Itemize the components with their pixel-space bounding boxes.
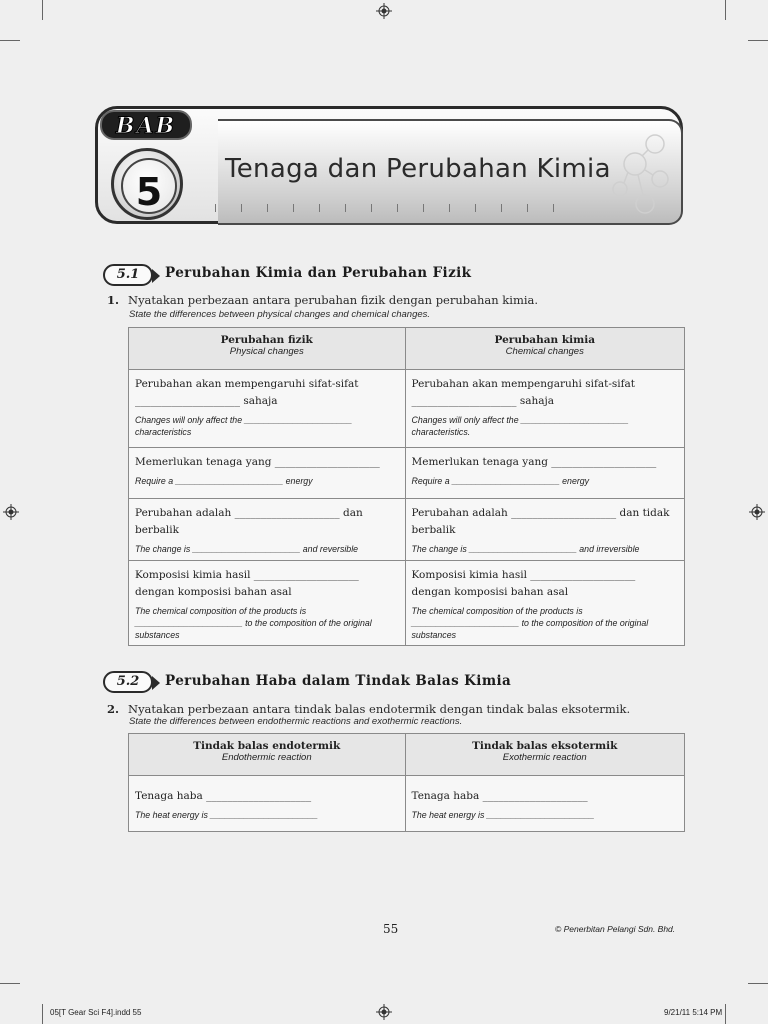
chapter-title: Tenaga dan Perubahan Kimia	[225, 154, 611, 184]
crop-mark	[748, 40, 768, 41]
cell-translation: Require a ______________________ energy	[411, 476, 590, 486]
table-header-row	[129, 328, 685, 370]
table-row	[129, 448, 685, 499]
molecule-decoration-icon	[600, 124, 680, 224]
cell-translation: The heat energy is ______________________	[135, 810, 318, 820]
table-cell	[129, 561, 406, 646]
section-number: 5.2	[116, 674, 140, 689]
table-cell	[129, 448, 406, 499]
cell-text: Perubahan akan mempengaruhi sifat-sifat ____________________ sahaja	[135, 378, 359, 407]
header-translation: Physical changes	[229, 346, 304, 357]
crop-mark	[748, 983, 768, 984]
header-label: Tindak balas eksotermik	[472, 740, 618, 752]
badge-arrow	[152, 676, 160, 690]
section-title: Perubahan Haba dalam Tindak Balas Kimia	[165, 673, 512, 689]
cell-translation: Changes will only affect the ______________________ characteristics	[135, 415, 353, 437]
table-row	[129, 370, 685, 448]
table-cell	[405, 499, 685, 561]
cell-translation: The change is ______________________ and reversible	[135, 544, 359, 554]
crop-mark	[42, 0, 43, 20]
table-cell	[129, 370, 406, 448]
section-number: 5.1	[116, 267, 140, 282]
table-cell	[129, 499, 406, 561]
registration-mark-icon	[376, 3, 392, 19]
cell-translation: Changes will only affect the ______________________ characteristics.	[411, 415, 629, 437]
question-number: 1.	[107, 293, 120, 307]
question-text: Nyatakan perbezaan antara tindak balas endotermik dengan tindak balas eksotermik.	[128, 702, 631, 716]
column-header-physical	[129, 328, 406, 370]
column-header-endothermic	[129, 734, 406, 776]
table-cell	[129, 776, 406, 832]
registration-mark-icon	[749, 504, 765, 520]
crop-mark	[725, 1004, 726, 1024]
column-header-chemical	[405, 328, 685, 370]
registration-mark-icon	[376, 1004, 392, 1020]
print-slug-file: 05[T Gear Sci F4].indd 55	[50, 1008, 142, 1017]
table-row	[129, 499, 685, 561]
ruler-ticks	[215, 204, 575, 214]
table-cell	[405, 561, 685, 646]
bab-label: BAB	[115, 113, 177, 139]
header-translation: Endothermic reaction	[221, 752, 312, 763]
print-slug-date: 9/21/11 5:14 PM	[664, 1008, 723, 1017]
crop-mark	[725, 0, 726, 20]
header-translation: Chemical changes	[505, 346, 584, 357]
badge-arrow	[152, 269, 160, 283]
header-translation: Exothermic reaction	[502, 752, 587, 763]
physical-chemical-changes-table	[128, 327, 685, 646]
column-header-exothermic	[405, 734, 685, 776]
cell-text: Perubahan akan mempengaruhi sifat-sifat ____________________ sahaja	[411, 378, 635, 407]
section-title: Perubahan Kimia dan Perubahan Fizik	[165, 265, 472, 281]
table-cell	[405, 448, 685, 499]
table-cell	[405, 370, 685, 448]
header-label: Perubahan fizik	[220, 334, 313, 346]
question-translation: State the differences between physical changes and chemical changes.	[129, 309, 431, 320]
copyright-notice: © Penerbitan Pelangi Sdn. Bhd.	[555, 924, 676, 934]
cell-text: Perubahan adalah ____________________ dan berbalik	[135, 507, 363, 536]
table-row	[129, 561, 685, 646]
question-number: 2.	[107, 702, 120, 716]
registration-mark-icon	[3, 504, 19, 520]
cell-translation: Require a ______________________ energy	[135, 476, 313, 486]
header-label: Tindak balas endotermik	[193, 740, 341, 752]
crop-mark	[0, 40, 20, 41]
header-label: Perubahan kimia	[494, 334, 595, 346]
cell-text: Tenaga haba ____________________	[135, 790, 312, 802]
section-number-badge	[103, 671, 153, 693]
chapter-number-badge	[111, 148, 183, 220]
cell-translation: The chemical composition of the products is ______________________ to the composition of the original substances	[411, 606, 649, 640]
table-header-row	[129, 734, 685, 776]
crop-mark	[0, 983, 20, 984]
endothermic-exothermic-table	[128, 733, 685, 832]
page-number: 55	[383, 922, 399, 936]
cell-text: Memerlukan tenaga yang ____________________	[135, 456, 380, 468]
cell-text: Komposisi kimia hasil ____________________ dengan komposisi bahan asal	[135, 569, 359, 598]
cell-text: Komposisi kimia hasil ____________________ dengan komposisi bahan asal	[411, 569, 636, 598]
cell-text: Perubahan adalah ____________________ dan tidak berbalik	[411, 507, 670, 536]
cell-text: Memerlukan tenaga yang ____________________	[411, 456, 657, 468]
cell-translation: The chemical composition of the products is ______________________ to the composition of the original substances	[135, 606, 372, 640]
crop-mark	[42, 1004, 43, 1024]
question-translation: State the differences between endothermic reactions and exothermic reactions.	[129, 716, 463, 727]
question-text: Nyatakan perbezaan antara perubahan fizik dengan perubahan kimia.	[128, 293, 539, 307]
section-number-badge	[103, 264, 153, 286]
cell-text: Tenaga haba ____________________	[411, 790, 588, 802]
cell-translation: The change is ______________________ and irreversible	[411, 544, 640, 554]
table-cell	[405, 776, 685, 832]
bab-badge	[100, 110, 192, 140]
chapter-number-ring	[121, 158, 177, 214]
table-row	[129, 776, 685, 832]
chapter-number: 5	[135, 170, 163, 214]
cell-translation: The heat energy is ______________________	[411, 810, 595, 820]
